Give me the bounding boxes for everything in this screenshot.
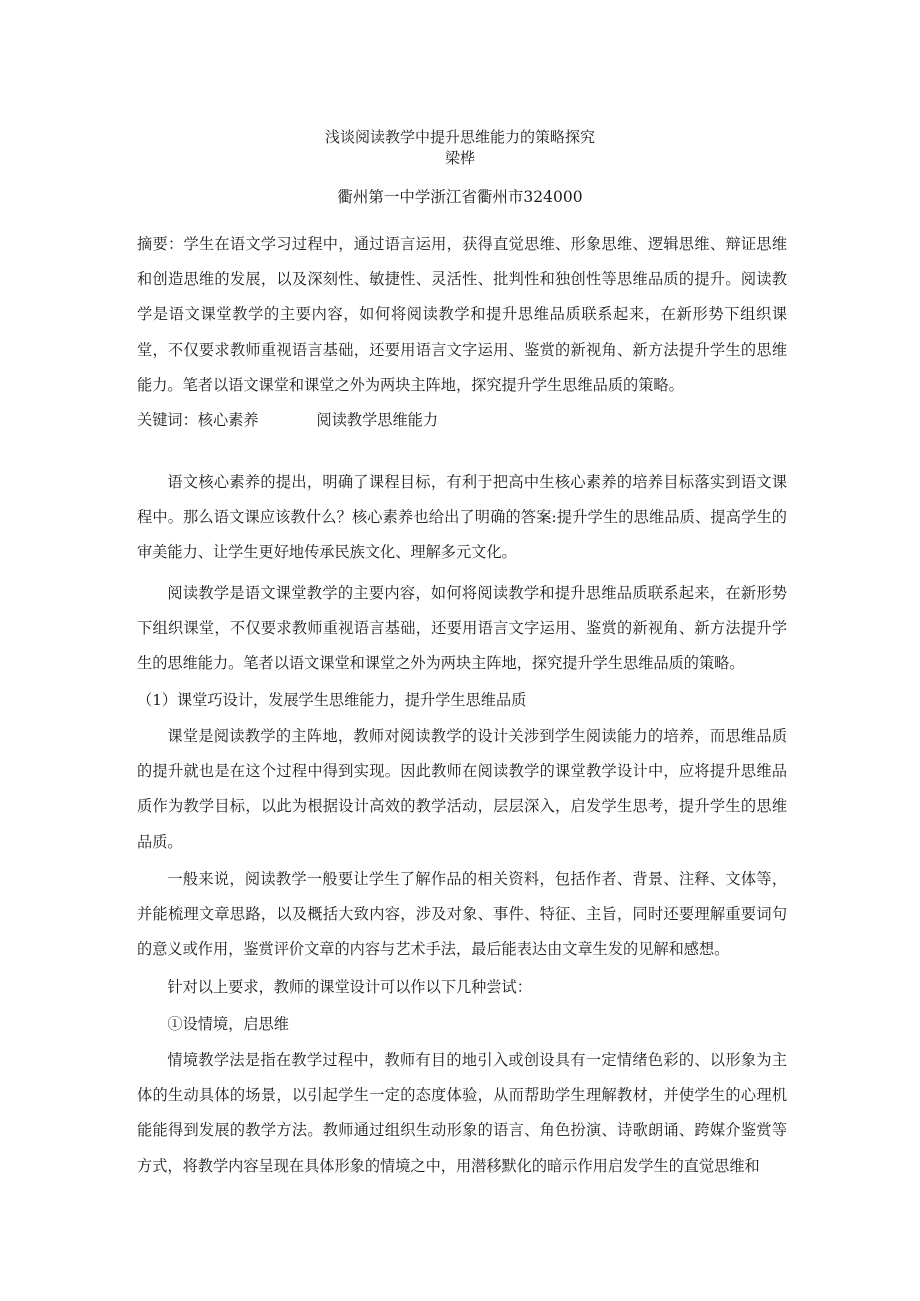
body-paragraph-5: 针对以上要求，教师的课堂设计可以作以下几种尝试：: [167, 978, 532, 996]
body-paragraph-1: 语文核心素养的提出，明确了课程目标，有利于把高中生核心素养的培养目标落实到语文课程中。那么语文课应该教什么？核心素养也给出了明确的答案:提升学生的思维品质、提高学生的审美能力、让学生更好地传承民族文化、理解多元文化。: [137, 473, 787, 562]
abstract-text: 学生在语文学习过程中，通过语言运用，获得直觉思维、形象思维、逻辑思维、辩证思维和创造思维的发展，以及深刻性、敏捷性、灵活性、批判性和独创性等思维品质的提升。阅读教学是语文课堂教学的主要内容，如何将阅读教学和提升思维品质联系起来，在新形势下组织课堂，不仅要求教师重视语言基础，还要用语言文字运用、鉴赏的新视角、新方法提升学生的思维能力。笔者以语文课堂和课堂之外为两块主阵地，探究提升学生思维品质的策略。: [137, 235, 788, 394]
body-paragraph-4: 一般来说，阅读教学一般要让学生了解作品的相关资料，包括作者、背景、注释、文体等，并能梳理文章思路，以及概括大致内容，涉及对象、事件、特征、主旨，同时还要理解重要词句的意义或作用，鉴赏评价文章的内容与艺术手法，最后能表达由文章生发的见解和感想。: [137, 870, 787, 959]
subsection-heading-1: ①设情境，启思维: [167, 1015, 289, 1033]
keyword-1: 核心素养: [197, 411, 259, 429]
author-name: 梁桦: [444, 149, 475, 167]
body-paragraph-3: 课堂是阅读教学的主阵地，教师对阅读教学的设计关涉到学生阅读能力的培养，而思维品质的提升就也是在这个过程中得到实现。因此教师在阅读教学的课堂教学设计中，应将提升思维品质作为教学目标，以此为根据设计高效的教学活动，层层深入，启发学生思考，提升学生的思维品质。: [137, 727, 787, 851]
body-paragraph-6: 情境教学法是指在教学过程中，教师有目的地引入或创设具有一定情绪色彩的、以形象为主体的生动具体的场景，以引起学生一定的态度体验，从而帮助学生理解教材，并使学生的心理机能能得到发展的教学方法。教师通过组织生动形象的语言、角色扮演、诗歌朗诵、跨媒介鉴赏等方式，将教学内容呈现在具体形象的情境之中，用潜移默化的暗示作用启发学生的直觉思维和: [137, 1051, 787, 1175]
abstract-label: 摘要：: [137, 235, 184, 253]
keyword-2: 阅读教学思维能力: [316, 411, 438, 429]
author-affiliation: 衢州第一中学浙江省衢州市324000: [337, 188, 583, 206]
keywords: [137, 403, 787, 438]
keywords-label: 关键词：: [137, 411, 198, 429]
section-heading-1: （1）课堂巧设计，发展学生思维能力，提升学生思维品质: [137, 691, 527, 709]
body-paragraph-2: 阅读教学是语文课堂教学的主要内容，如何将阅读教学和提升思维品质联系起来，在新形势下组织课堂，不仅要求教师重视语言基础，还要用语言文字运用、鉴赏的新视角、新方法提升学生的思维能力。笔者以语文课堂和课堂之外为两块主阵地，探究提升学生思维品质的策略。: [137, 584, 787, 673]
abstract: [137, 227, 787, 403]
paper-title: 浅谈阅读教学中提升思维能力的策略探究: [324, 128, 595, 146]
